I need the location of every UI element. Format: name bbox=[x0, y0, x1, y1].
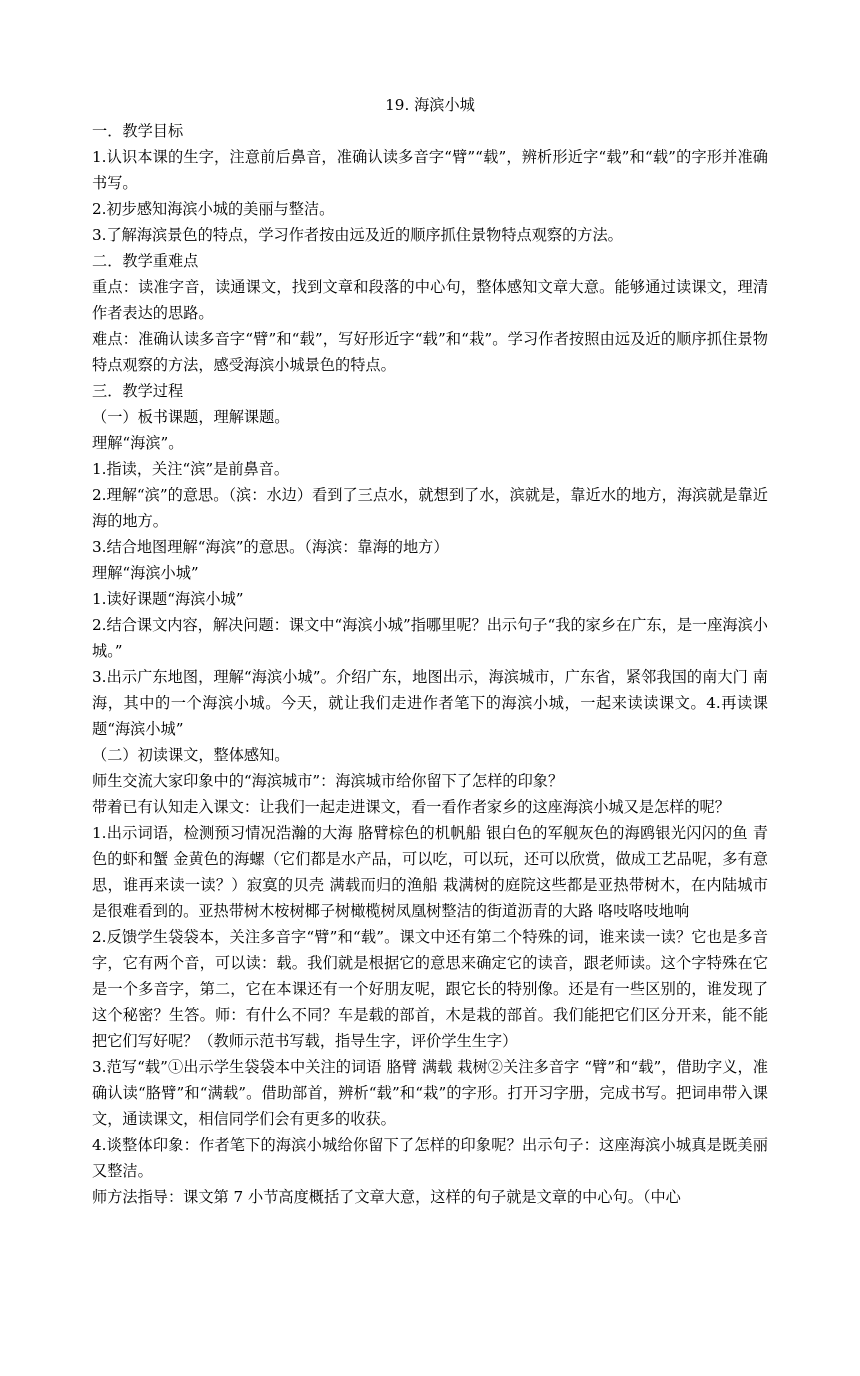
paragraph: 理解“海滨”。 bbox=[92, 434, 184, 452]
paragraph: 4.谈整体印象：作者笔下的海滨小城给你留下了怎样的印象呢？出示句子：这座海滨小城真是既美丽又整洁。 bbox=[92, 1136, 768, 1180]
paragraph: 3.了解海滨景色的特点，学习作者按由远及近的顺序抓住景物特点观察的方法。 bbox=[92, 226, 623, 244]
lesson-title: 19. 海滨小城 bbox=[385, 96, 475, 114]
paragraph: （一）板书课题，理解课题。 bbox=[92, 408, 290, 426]
paragraph: 二．教学重难点 bbox=[92, 252, 199, 270]
paragraph: （二）初读课文，整体感知。 bbox=[92, 746, 290, 764]
paragraph: 1.指读，关注“滨”是前鼻音。 bbox=[92, 460, 290, 478]
lesson-body bbox=[92, 118, 768, 1210]
paragraph: 三．教学过程 bbox=[92, 382, 184, 400]
paragraph: 难点：准确认读多音字“臂”和“载”，写好形近字“载”和“栽”。学习作者按照由远及近的顺序抓住景物特点观察的方法，感受海滨小城景色的特点。 bbox=[92, 330, 768, 374]
paragraph: 理解“海滨小城” bbox=[92, 564, 199, 582]
paragraph: 2.理解“滨”的意思。（滨：水边）看到了三点水，就想到了水，滨就是，靠近水的地方，海滨就是靠近海的地方。 bbox=[92, 486, 768, 530]
paragraph: 2.结合课文内容，解决问题：课文中“海滨小城”指哪里呢？出示句子“我的家乡在广东，是一座海滨小城。” bbox=[92, 616, 768, 660]
paragraph: 重点：读准字音，读通课文，找到文章和段落的中心句，整体感知文章大意。能够通过读课文，理清作者表达的思路。 bbox=[92, 278, 768, 322]
paragraph: 一．教学目标 bbox=[92, 122, 184, 140]
paragraph: 师生交流大家印象中的“海滨城市”：海滨城市给你留下了怎样的印象？ bbox=[92, 772, 564, 790]
paragraph: 1.出示词语，检测预习情况浩瀚的大海 胳臂棕色的机帆船 银白色的军舰灰色的海鸥银光闪闪的鱼 青色的虾和蟹 金黄色的海螺（它们都是水产品，可以吃，可以玩，还可以欣赏，做成工艺品呢，多有意思，谁再来读一读？）寂寞的贝壳 满载而归的渔船 栽满树的庭院这些都是亚热带树木，在内陆城市是很难看到的。亚热带树木桉树椰子树橄榄树凤凰树整洁的街道沥青的大路 咯吱咯吱地响 bbox=[92, 824, 768, 920]
paragraph: 2.初步感知海滨小城的美丽与整洁。 bbox=[92, 200, 335, 218]
paragraph: 带着已有认知走入课文：让我们一起走进课文，看一看作者家乡的这座海滨小城又是怎样的呢？ bbox=[92, 798, 730, 816]
paragraph: 3.结合地图理解“海滨”的意思。（海滨：靠海的地方） bbox=[92, 538, 449, 556]
paragraph: 1.读好课题“海滨小城” bbox=[92, 590, 244, 608]
paragraph: 1.认识本课的生字，注意前后鼻音，准确认读多音字“臂”“载”，辨析形近字“载”和“载”的字形并准确书写。 bbox=[92, 148, 768, 192]
paragraph: 3.出示广东地图，理解“海滨小城”。介绍广东，地图出示，海滨城市，广东省，紧邻我国的南大门 南海，其中的一个海滨小城。今天，就让我们走进作者笔下的海滨小城，一起来读读课文。4.再读课题“海滨小城” bbox=[92, 668, 768, 738]
paragraph: 师方法指导：课文第 7 小节高度概括了文章大意，这样的句子就是文章的中心句。（中心 bbox=[92, 1188, 681, 1206]
paragraph: 3.范写“载”①出示学生袋袋本中关注的词语 胳臂 满载 栽树②关注多音字 “臂”和“载”，借助字义，准确认读“胳臂”和“满载”。借助部首，辨析“载”和“栽”的字形。打开习字册，完成书写。把词串带入课文，通读课文，相信同学们会有更多的收获。 bbox=[92, 1058, 768, 1128]
paragraph: 2.反馈学生袋袋本，关注多音字“臂”和“载”。课文中还有第二个特殊的词，谁来读一读？它也是多音字，它有两个音，可以读：载。我们就是根据它的意思来确定它的读音，跟老师读。这个字特殊在它是一个多音字，第二，它在本课还有一个好朋友呢，跟它长的特别像。还是有一些区别的，谁发现了这个秘密？生答。师：有什么不同？车是载的部首，木是栽的部首。我们能把它们区分开来，能不能把它们写好呢？（教师示范书写载，指导生字，评价学生生字） bbox=[92, 928, 768, 1050]
